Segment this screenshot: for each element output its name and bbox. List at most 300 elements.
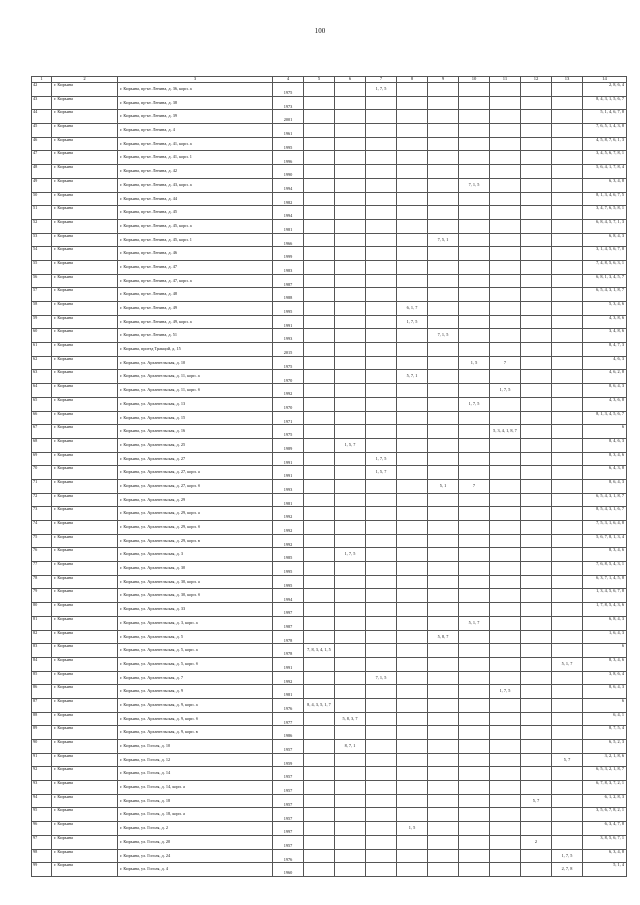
col12-cell: [521, 603, 552, 617]
city-cell: г. Кирьяна: [52, 425, 118, 439]
row-number: 87: [32, 698, 52, 712]
col12-cell: [521, 534, 552, 548]
col5-cell: [304, 671, 335, 685]
col7-cell: [366, 438, 397, 452]
col9-cell: [428, 781, 459, 795]
col12-cell: [521, 233, 552, 247]
city-cell: г. Кирьяна: [52, 835, 118, 849]
col11-cell: 5, 3, 4, 1, 8, 7: [490, 425, 521, 439]
col9-cell: [428, 425, 459, 439]
col5-cell: [304, 302, 335, 316]
col8-cell: [397, 849, 428, 863]
city-cell: г. Кирьяна: [52, 507, 118, 521]
col10-cell: [459, 548, 490, 562]
col5-cell: [304, 233, 335, 247]
col8-cell: [397, 521, 428, 535]
column-header: 6: [335, 77, 366, 83]
col13-cell: [552, 698, 583, 712]
col14-cell: 8, 6, 4, 3: [583, 685, 627, 699]
table-row: [32, 110, 627, 124]
col6-cell: [335, 343, 366, 357]
table-row: [32, 849, 627, 863]
address-cell: г. Кирьяна, пр-кт. Ленина, д. 45, корп. 1: [118, 233, 273, 247]
col6-cell: [335, 397, 366, 411]
row-number: 57: [32, 288, 52, 302]
col10-cell: [459, 260, 490, 274]
col13-cell: [552, 260, 583, 274]
row-number: 64: [32, 384, 52, 398]
col5-cell: [304, 178, 335, 192]
col9-cell: [428, 726, 459, 740]
col6-cell: [335, 165, 366, 179]
col10-cell: [459, 165, 490, 179]
col14-cell: 8, 6, 4, 3: [583, 384, 627, 398]
row-number: 45: [32, 124, 52, 138]
col11-cell: [490, 124, 521, 138]
city-cell: г. Кирьяна: [52, 192, 118, 206]
col10-cell: [459, 110, 490, 124]
table-row: [32, 534, 627, 548]
col13-cell: [552, 685, 583, 699]
col12-cell: [521, 356, 552, 370]
year-cell: 1985: [273, 548, 304, 562]
table-row: [32, 219, 627, 233]
table-row: [32, 247, 627, 261]
city-cell: г. Кирьяна: [52, 260, 118, 274]
table-row: [32, 233, 627, 247]
col10-cell: [459, 589, 490, 603]
row-number: 79: [32, 589, 52, 603]
col10-cell: [459, 603, 490, 617]
col7-cell: [366, 151, 397, 165]
col7-cell: [366, 589, 397, 603]
col6-cell: [335, 644, 366, 658]
col11-cell: [490, 630, 521, 644]
year-cell: 1981: [273, 685, 304, 699]
table-row: [32, 384, 627, 398]
col9-cell: [428, 548, 459, 562]
col5-cell: [304, 370, 335, 384]
table-row: [32, 753, 627, 767]
col8-cell: [397, 274, 428, 288]
col11-cell: [490, 507, 521, 521]
column-header: 4: [273, 77, 304, 83]
col6-cell: [335, 356, 366, 370]
col11-cell: [490, 767, 521, 781]
col12-cell: [521, 822, 552, 836]
col11-cell: [490, 260, 521, 274]
city-cell: г. Кирьяна: [52, 397, 118, 411]
col11-cell: [490, 302, 521, 316]
year-cell: 1990: [273, 165, 304, 179]
city-cell: г. Кирьяна: [52, 247, 118, 261]
row-number: 78: [32, 575, 52, 589]
col12-cell: [521, 302, 552, 316]
col9-cell: [428, 315, 459, 329]
row-number: 52: [32, 219, 52, 233]
col8-cell: 1, 7, 5: [397, 315, 428, 329]
col9-cell: [428, 384, 459, 398]
col7-cell: [366, 740, 397, 754]
year-cell: 1971: [273, 411, 304, 425]
city-cell: г. Кирьяна: [52, 630, 118, 644]
col10-cell: [459, 124, 490, 138]
col9-cell: [428, 822, 459, 836]
address-cell: г. Кирьяна, ул. Архангельская, д. 30, корп. а: [118, 575, 273, 589]
col9-cell: [428, 534, 459, 548]
row-number: 75: [32, 534, 52, 548]
col7-cell: [366, 124, 397, 138]
table-row: [32, 96, 627, 110]
col6-cell: 5, 8, 3, 7: [335, 712, 366, 726]
col9-cell: [428, 657, 459, 671]
col10-cell: [459, 329, 490, 343]
col5-cell: [304, 247, 335, 261]
col11-cell: 1, 7, 5: [490, 384, 521, 398]
col5-cell: [304, 794, 335, 808]
city-cell: г. Кирьяна: [52, 96, 118, 110]
address-cell: г. Кирьяна, ул. Архангельская, д. 5, корп. б: [118, 657, 273, 671]
col6-cell: [335, 315, 366, 329]
row-number: 70: [32, 466, 52, 480]
col8-cell: [397, 808, 428, 822]
city-cell: г. Кирьяна: [52, 521, 118, 535]
address-cell: г. Кирьяна, ул. Гоголя, д. 18: [118, 794, 273, 808]
col6-cell: [335, 411, 366, 425]
table-row: [32, 548, 627, 562]
row-number: 96: [32, 822, 52, 836]
city-cell: г. Кирьяна: [52, 83, 118, 97]
col9-cell: [428, 83, 459, 97]
col14-cell: 8, 4, 7, 3: [583, 343, 627, 357]
table-row: [32, 151, 627, 165]
column-header: 14: [583, 77, 627, 83]
col11-cell: [490, 137, 521, 151]
col6-cell: [335, 83, 366, 97]
year-cell: 1975: [273, 356, 304, 370]
table-row: [32, 260, 627, 274]
col7-cell: [366, 260, 397, 274]
col8-cell: [397, 288, 428, 302]
col7-cell: [366, 644, 397, 658]
col9-cell: [428, 370, 459, 384]
col14-cell: 7, 4, 8, 5, 6, 3, 1: [583, 260, 627, 274]
year-cell: 1982: [273, 192, 304, 206]
year-cell: 1991: [273, 452, 304, 466]
col11-cell: [490, 343, 521, 357]
col8-cell: [397, 206, 428, 220]
col9-cell: [428, 260, 459, 274]
col7-cell: [366, 233, 397, 247]
col10-cell: [459, 219, 490, 233]
col11-cell: 1, 7, 5: [490, 685, 521, 699]
table-row: [32, 521, 627, 535]
col8-cell: [397, 425, 428, 439]
col6-cell: [335, 493, 366, 507]
col10-cell: [459, 740, 490, 754]
col11-cell: [490, 315, 521, 329]
col10-cell: [459, 343, 490, 357]
col12-cell: [521, 206, 552, 220]
col13-cell: [552, 808, 583, 822]
col11-cell: 7: [490, 356, 521, 370]
row-number: 50: [32, 192, 52, 206]
col12-cell: [521, 575, 552, 589]
address-cell: г. Кирьяна, ул. Архангельская, д. 9, корп. в: [118, 726, 273, 740]
col13-cell: 2, 7, 8: [552, 863, 583, 877]
col5-cell: 7, 8, 3, 4, 1, 5: [304, 644, 335, 658]
col5-cell: [304, 329, 335, 343]
col6-cell: [335, 260, 366, 274]
city-cell: г. Кирьяна: [52, 808, 118, 822]
col9-cell: [428, 397, 459, 411]
col14-cell: 1, 3, 4, 5, 6, 7, 8: [583, 589, 627, 603]
col13-cell: [552, 233, 583, 247]
col10-cell: [459, 315, 490, 329]
address-cell: г. Кирьяна, пр-кт. Ленина, д. 45, корп. а: [118, 219, 273, 233]
address-cell: г. Кирьяна, ул. Архангельская, д. 3, корп. а: [118, 616, 273, 630]
col11-cell: [490, 192, 521, 206]
col14-cell: 6, 5, 2, 3: [583, 740, 627, 754]
col11-cell: [490, 370, 521, 384]
col12-cell: [521, 479, 552, 493]
address-cell: г. Кирьяна, ул. Архангельская, д. 33: [118, 603, 273, 617]
col12-cell: [521, 740, 552, 754]
table-row: [32, 616, 627, 630]
col13-cell: [552, 411, 583, 425]
city-cell: г. Кирьяна: [52, 589, 118, 603]
col7-cell: [366, 863, 397, 877]
column-header: 10: [459, 77, 490, 83]
city-cell: г. Кирьяна: [52, 356, 118, 370]
col11-cell: [490, 712, 521, 726]
col5-cell: [304, 384, 335, 398]
address-cell: г. Кирьяна, пр-кт. Ленина, д. 43, корп. а: [118, 178, 273, 192]
col5-cell: [304, 260, 335, 274]
col8-cell: [397, 219, 428, 233]
col6-cell: [335, 767, 366, 781]
col5-cell: [304, 507, 335, 521]
row-number: 92: [32, 767, 52, 781]
year-cell: 1960: [273, 863, 304, 877]
year-cell: 1991: [273, 657, 304, 671]
col8-cell: [397, 479, 428, 493]
col5-cell: [304, 835, 335, 849]
col13-cell: [552, 247, 583, 261]
address-cell: г. Кирьяна, ул. Архангельская, д. 10: [118, 356, 273, 370]
col5-cell: [304, 630, 335, 644]
row-number: 95: [32, 808, 52, 822]
col9-cell: [428, 247, 459, 261]
table-row: [32, 479, 627, 493]
col14-cell: 8, 3, 4, 6: [583, 548, 627, 562]
col6-cell: [335, 219, 366, 233]
col8-cell: [397, 192, 428, 206]
col6-cell: [335, 192, 366, 206]
table-row: [32, 657, 627, 671]
col7-cell: [366, 849, 397, 863]
col5-cell: [304, 124, 335, 138]
address-cell: г. Кирьяна, ул. Архангельская, д. 27, корп. б: [118, 479, 273, 493]
col10-cell: [459, 137, 490, 151]
col10-cell: [459, 794, 490, 808]
col9-cell: [428, 151, 459, 165]
col11-cell: [490, 521, 521, 535]
col8-cell: [397, 452, 428, 466]
col5-cell: [304, 767, 335, 781]
col8-cell: [397, 644, 428, 658]
col8-cell: [397, 151, 428, 165]
col5-cell: [304, 534, 335, 548]
col10-cell: [459, 206, 490, 220]
col7-cell: [366, 247, 397, 261]
address-cell: г. Кирьяна, ул. Архангельская, д. 15: [118, 411, 273, 425]
col11-cell: [490, 83, 521, 97]
col10-cell: 1, 7, 5: [459, 397, 490, 411]
col13-cell: [552, 151, 583, 165]
year-cell: 2015: [273, 343, 304, 357]
col13-cell: [552, 644, 583, 658]
row-number: 55: [32, 260, 52, 274]
col13-cell: [552, 507, 583, 521]
col13-cell: [552, 548, 583, 562]
city-cell: г. Кирьяна: [52, 438, 118, 452]
col8-cell: [397, 329, 428, 343]
col14-cell: 1, 7, 8, 5, 4, 3, 6: [583, 603, 627, 617]
table-row: [32, 315, 627, 329]
year-cell: 1957: [273, 767, 304, 781]
col14-cell: 6, 8, 4, 3: [583, 616, 627, 630]
col13-cell: [552, 329, 583, 343]
col8-cell: [397, 411, 428, 425]
table-row: [32, 767, 627, 781]
city-cell: г. Кирьяна: [52, 137, 118, 151]
col10-cell: [459, 521, 490, 535]
col8-cell: [397, 534, 428, 548]
col14-cell: 6, 3, 4, 7, 8: [583, 822, 627, 836]
col12-cell: [521, 192, 552, 206]
year-cell: 1989: [273, 438, 304, 452]
year-cell: 1995: [273, 137, 304, 151]
year-cell: 1994: [273, 589, 304, 603]
col6-cell: [335, 863, 366, 877]
col7-cell: [366, 302, 397, 316]
row-number: 63: [32, 370, 52, 384]
col5-cell: [304, 616, 335, 630]
col8-cell: [397, 438, 428, 452]
housing-schedule-table: [31, 76, 627, 877]
city-cell: г. Кирьяна: [52, 288, 118, 302]
col11-cell: [490, 110, 521, 124]
col7-cell: [366, 110, 397, 124]
col12-cell: [521, 493, 552, 507]
col8-cell: [397, 835, 428, 849]
col12-cell: [521, 452, 552, 466]
col7-cell: [366, 411, 397, 425]
address-cell: г. Кирьяна, ул. Гоголя, д. 14: [118, 767, 273, 781]
col14-cell: 5, 1, 4, 6, 7, 8: [583, 110, 627, 124]
city-cell: г. Кирьяна: [52, 575, 118, 589]
row-number: 47: [32, 151, 52, 165]
row-number: 97: [32, 835, 52, 849]
col5-cell: [304, 753, 335, 767]
col13-cell: [552, 521, 583, 535]
table-row: [32, 165, 627, 179]
year-cell: 1957: [273, 740, 304, 754]
col5-cell: [304, 165, 335, 179]
col11-cell: [490, 493, 521, 507]
col5-cell: [304, 712, 335, 726]
col9-cell: [428, 274, 459, 288]
col14-cell: 8, 1, 3, 4, 6, 7, 5: [583, 192, 627, 206]
col9-cell: [428, 562, 459, 576]
col5-cell: [304, 315, 335, 329]
year-cell: 1995: [273, 302, 304, 316]
table-row: [32, 794, 627, 808]
table-row: [32, 822, 627, 836]
col8-cell: [397, 685, 428, 699]
col8-cell: [397, 712, 428, 726]
col7-cell: [366, 548, 397, 562]
col10-cell: [459, 726, 490, 740]
table-row: [32, 452, 627, 466]
col7-cell: [366, 493, 397, 507]
col11-cell: [490, 863, 521, 877]
col8-cell: 6, 1, 7: [397, 302, 428, 316]
col11-cell: [490, 466, 521, 480]
row-number: 67: [32, 425, 52, 439]
table-row: [32, 288, 627, 302]
col14-cell: 3, 8, 6, 4: [583, 671, 627, 685]
col12-cell: [521, 589, 552, 603]
col13-cell: [552, 726, 583, 740]
col5-cell: [304, 575, 335, 589]
city-cell: г. Кирьяна: [52, 534, 118, 548]
table-row: [32, 438, 627, 452]
year-cell: 1997: [273, 822, 304, 836]
col10-cell: [459, 83, 490, 97]
row-number: 80: [32, 603, 52, 617]
col12-cell: [521, 685, 552, 699]
col10-cell: [459, 452, 490, 466]
year-cell: 1976: [273, 849, 304, 863]
address-cell: г. Кирьяна, пр-кт. Ленина, д. 49: [118, 302, 273, 316]
col13-cell: [552, 794, 583, 808]
col13-cell: [552, 83, 583, 97]
col11-cell: [490, 288, 521, 302]
col10-cell: [459, 671, 490, 685]
year-cell: 1978: [273, 644, 304, 658]
col8-cell: [397, 83, 428, 97]
col14-cell: 5, 6, 4, 1, 7, 8, 4: [583, 165, 627, 179]
col5-cell: [304, 452, 335, 466]
row-number: 56: [32, 274, 52, 288]
table-row: [32, 192, 627, 206]
table-row: [32, 863, 627, 877]
address-cell: г. Кирьяна, ул. Архангельская, д. 7: [118, 671, 273, 685]
col7-cell: [366, 534, 397, 548]
city-cell: г. Кирьяна: [52, 657, 118, 671]
col12-cell: [521, 288, 552, 302]
col5-cell: [304, 521, 335, 535]
col11-cell: [490, 479, 521, 493]
row-number: 74: [32, 521, 52, 535]
col9-cell: [428, 685, 459, 699]
col8-cell: [397, 781, 428, 795]
col14-cell: 5, 3, 4, 6: [583, 302, 627, 316]
col7-cell: [366, 616, 397, 630]
col13-cell: [552, 466, 583, 480]
